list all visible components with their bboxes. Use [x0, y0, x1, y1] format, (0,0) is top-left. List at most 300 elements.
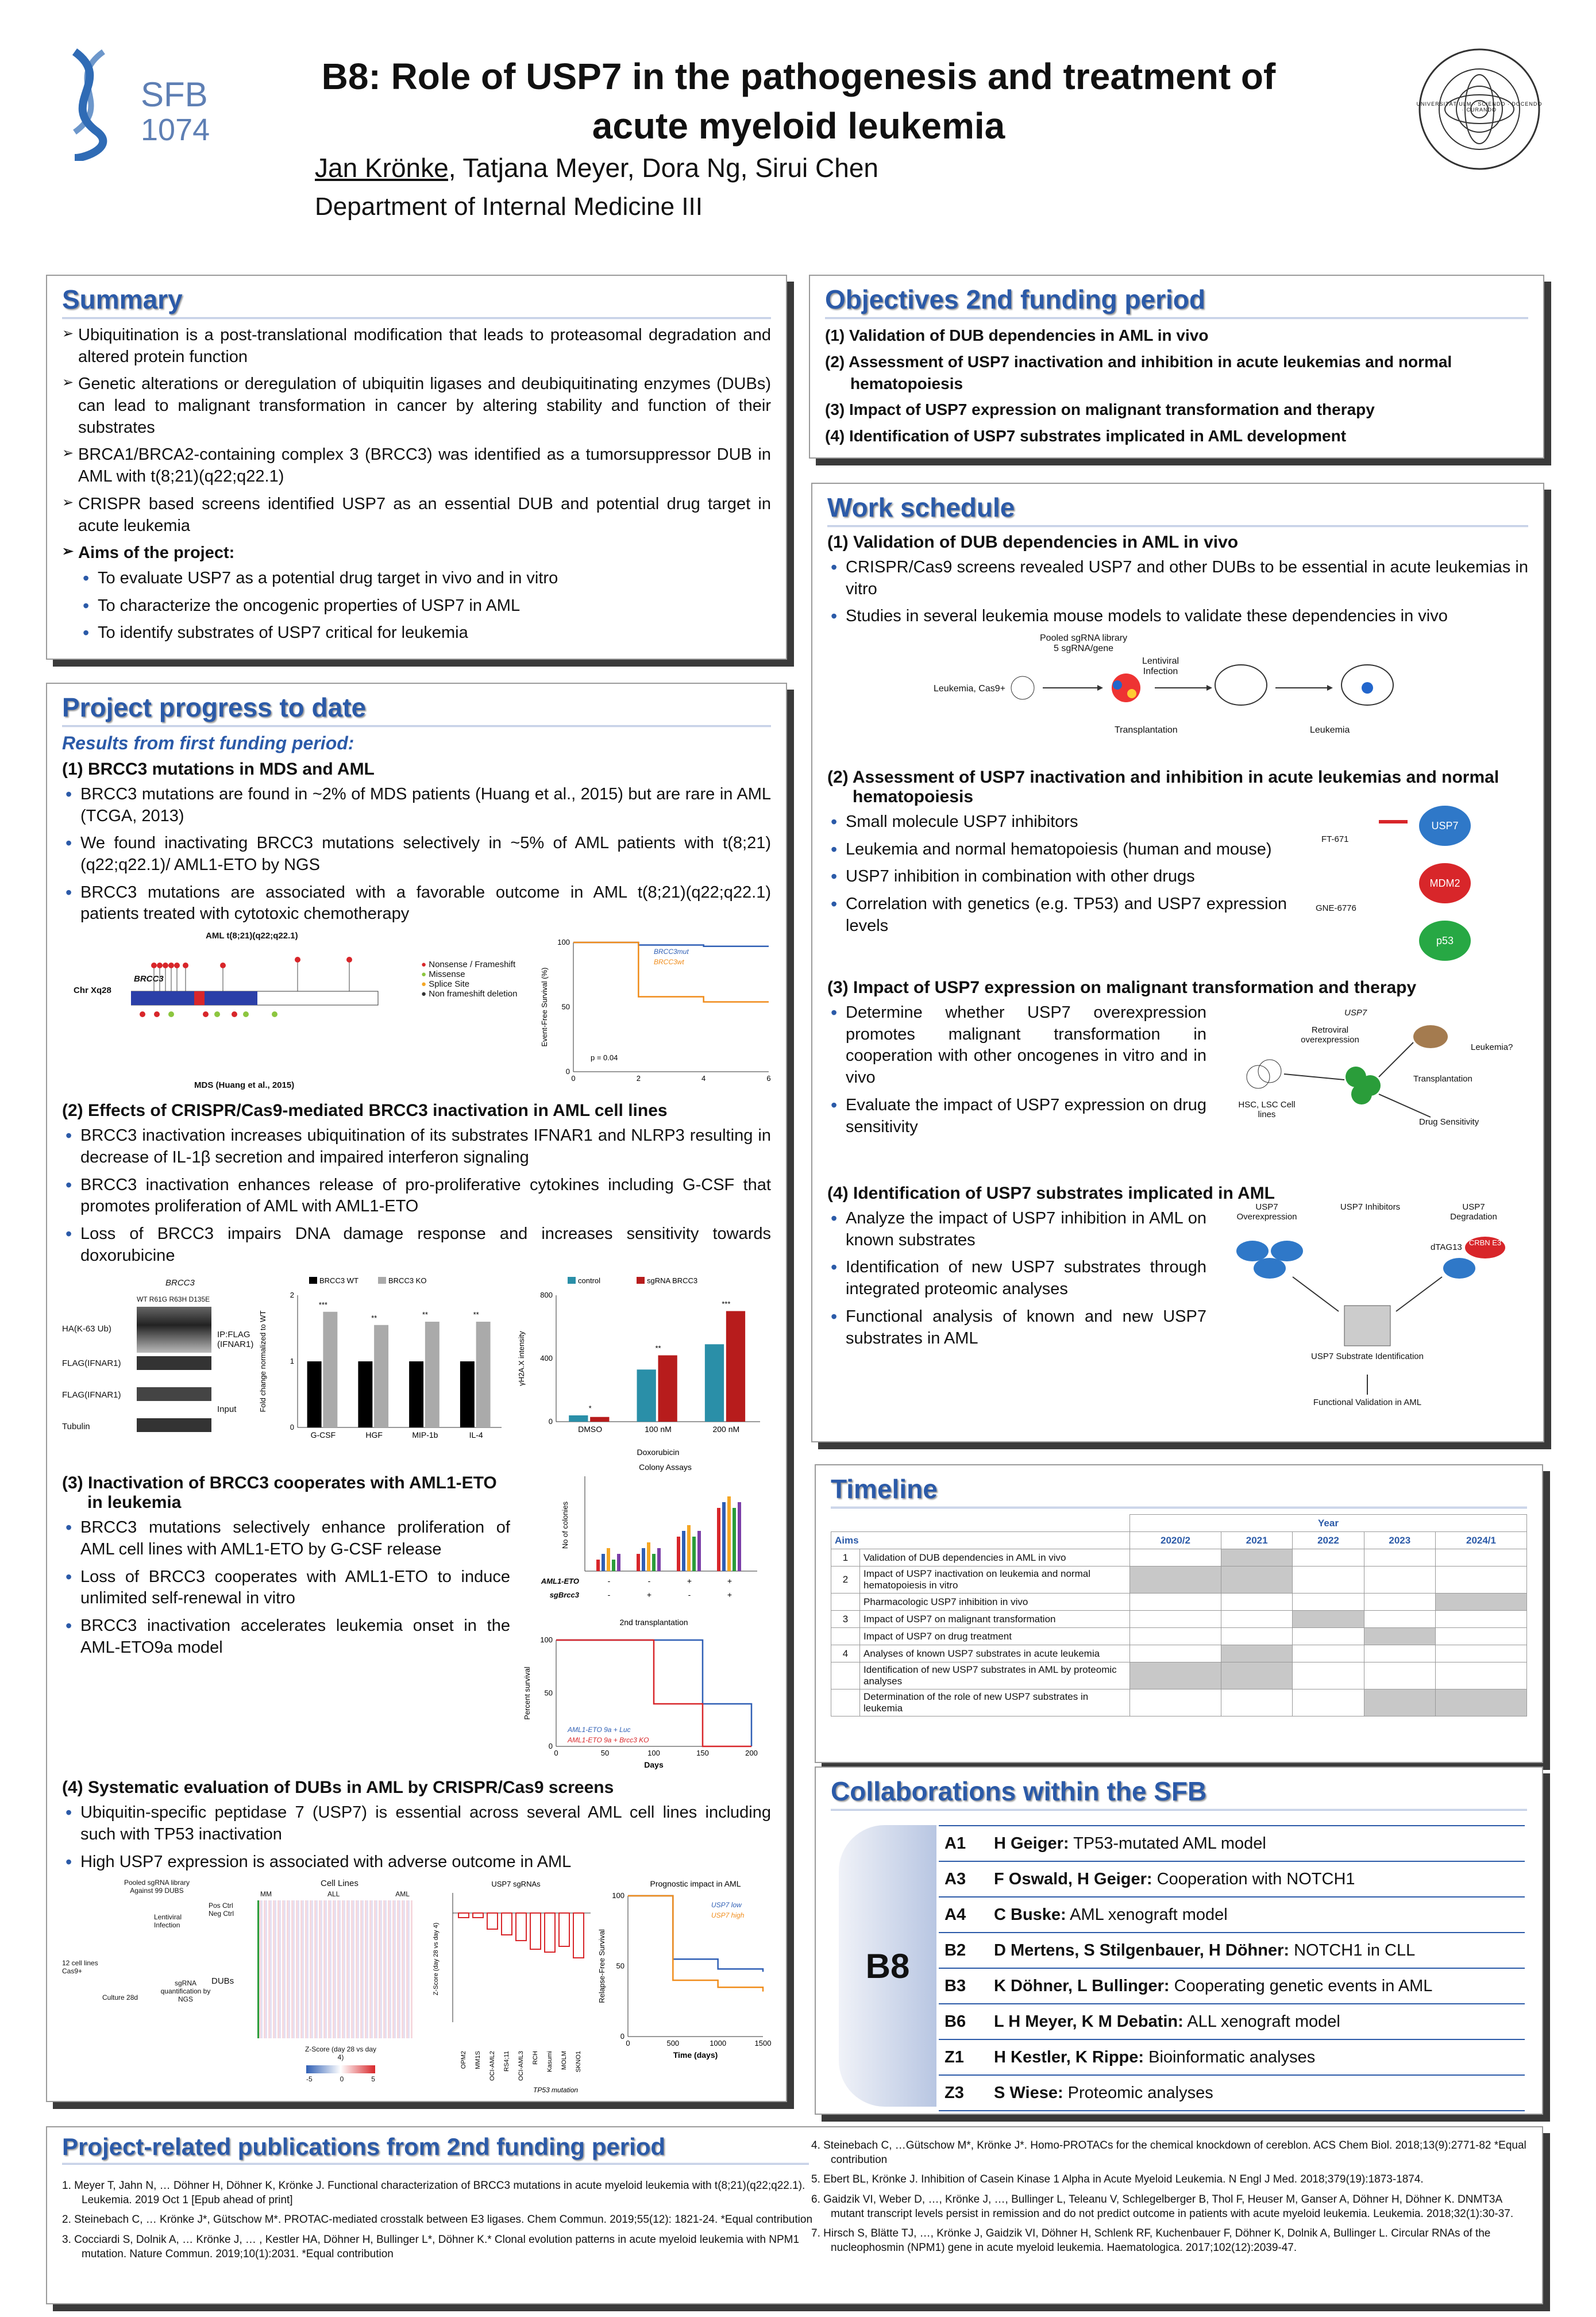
work-item: • CRISPR/Cas9 screens revealed USP7 and other DUBs to be essential in acute leukemias in vitro — [827, 557, 1528, 600]
timeline-cell — [1221, 1662, 1292, 1689]
x-tick-label: 500 — [666, 2039, 680, 2048]
collab-topic: AML xenograft model — [1066, 1905, 1228, 1924]
timeline-cell — [1221, 1549, 1292, 1567]
bar — [425, 1322, 440, 1427]
objective-item: (1) Validation of DUB dependencies in AML in vivo — [825, 326, 1209, 344]
timeline-cell — [1293, 1645, 1364, 1662]
progress-item: • Ubiquitin-specific peptidase 7 (USP7) is essential across several AML cell lines including such with TP53 inactivation — [62, 1802, 771, 1845]
timeline-cell — [1293, 1594, 1364, 1611]
timeline-cell — [1364, 1689, 1435, 1716]
significance-label: * — [588, 1404, 592, 1413]
work-section-3-body — [827, 1002, 1528, 1175]
timeline-cell — [1130, 1594, 1221, 1611]
x-tick-label: DMSO — [578, 1425, 603, 1434]
work-item: • Functional analysis of known and new USP7 substrates in AML — [827, 1306, 1206, 1349]
chart-note: TP53 mutation — [533, 2086, 579, 2095]
collab-code: B2 — [945, 1941, 966, 1960]
y-axis-label: γH2A.X intensity — [517, 1331, 526, 1386]
publication-item: 1. Meyer T, Jahn N, … Döhner H, Döhner K, Krönke J. Functional characterization of BRCC3 mutations in acute myeloid leukemia with t(8;21)(q22;q22.1). Leukemia. 2019 Oct 1 [Epub ahead of print] — [62, 2180, 805, 2206]
work-section-3: (3) Impact of USP7 expression on malignant transformation and therapy — [827, 978, 1417, 998]
progress-item: • BRCC3 mutations are associated with a favorable outcome in AML t(8;21)(q22;q22.1) patients treated with cytotoxic chemotherapy — [62, 882, 771, 925]
bar — [717, 1508, 720, 1571]
x-tick-label: MM1S — [475, 2051, 481, 2070]
event-free-survival-chart — [539, 931, 780, 1098]
timeline-cell — [1435, 1549, 1526, 1567]
row-label: sgBrcc3 — [549, 1591, 579, 1600]
summary-panel — [46, 275, 787, 660]
collab-row — [939, 1969, 1525, 2004]
bar — [530, 1913, 541, 1949]
b8-badge: B8 — [839, 1825, 936, 2107]
bar — [473, 1913, 483, 1918]
x-tick-label: Kasumi — [546, 2051, 553, 2072]
timeline-cell — [1221, 1645, 1292, 1662]
bar — [573, 1913, 584, 1958]
objectives-title: Objectives 2nd funding period — [825, 284, 1205, 314]
pubs-right — [811, 2139, 1529, 2261]
collab-partner: H Geiger: — [994, 1834, 1069, 1853]
work-list-2 — [827, 811, 1287, 937]
bar — [409, 1361, 423, 1427]
bar — [502, 1913, 512, 1935]
mutation-figures: AML t(8;21)(q22;q22.1) Chr Xq28 BRCC3 ● Nonsense / Frameshift ● Missense ● Splice Site ● Non frameshift deletion MDS (Huang et al., 2015) 0 2 4 6 0 50 100 Event-Free Survival (%) BRCC3mut BRCC3wt p = 0.04 — [62, 931, 771, 1098]
collab-partner: S Wiese: — [994, 2083, 1063, 2102]
progress-list-2 — [62, 1125, 771, 1267]
bar — [617, 1554, 620, 1571]
lollipop-legend: ● Nonsense / Frameshift ● Missense ● Splice Site ● Non frameshift deletion — [421, 960, 518, 999]
timeline-cell — [1293, 1567, 1364, 1594]
usp7-node: USP7 — [1419, 806, 1471, 846]
dna-icon — [52, 46, 121, 161]
bar — [658, 1356, 677, 1422]
collab-partner: K Döhner, L Bullinger: — [994, 1976, 1170, 1995]
cytokine-bar-chart — [257, 1272, 510, 1462]
timeline-row — [831, 1628, 1527, 1645]
collab-row — [939, 2004, 1525, 2040]
work-item: • USP7 inhibition in combination with other drugs — [827, 866, 1287, 888]
mdm2-node: MDM2 — [1419, 863, 1471, 903]
summary-list — [62, 325, 771, 564]
objective-item: (2) Assessment of USP7 inactivation and inhibition in acute leukemias and normal hematopoiesis — [825, 352, 1452, 392]
pubs-left — [62, 2179, 815, 2267]
bar — [682, 1531, 685, 1571]
timeline-task: Identification of new USP7 substrates in AML by proteomic analyses — [860, 1662, 1130, 1689]
collab-topic: Proteomic analyses — [1063, 2083, 1213, 2102]
y-tick-label: 0 — [548, 1742, 553, 1751]
bar — [677, 1537, 680, 1571]
work-title: Work schedule — [827, 492, 1015, 522]
x-tick-label: SKNO1 — [575, 2051, 582, 2073]
timeline-cell — [1130, 1567, 1221, 1594]
summary-item: ➢ BRCA1/BRCA2-containing complex 3 (BRCC3) was identified as a tumorsuppressor DUB in AML with t(8;21)(q22;q22.1) — [62, 444, 771, 487]
aims-label: ➢ Aims of the project: — [62, 542, 771, 564]
collab-row — [939, 2076, 1525, 2111]
bar — [323, 1312, 337, 1427]
bar — [637, 1554, 640, 1571]
collab-partner: L H Meyer, K M Debatin: — [994, 2012, 1183, 2031]
timeline-aim-number — [831, 1689, 860, 1716]
collab-code: A3 — [945, 1869, 966, 1888]
row-value: - — [607, 1590, 611, 1600]
progress-panel — [46, 683, 787, 2102]
timeline-task: Impact of USP7 inactivation on leukemia and normal hematopoiesis in vitro — [860, 1567, 1130, 1594]
bar — [476, 1322, 491, 1427]
y-tick-label: 400 — [540, 1354, 553, 1363]
objective-item: (4) Identification of USP7 substrates implicated in AML development — [825, 427, 1347, 445]
y-tick-label: 50 — [616, 1961, 624, 1970]
x-tick-label: 1000 — [710, 2039, 727, 2048]
publication-item: 5. Ebert BL, Krönke J. Inhibition of Casein Kinase 1 Alpha in Acute Myeloid Leukemia. N Engl J Med. 2018;379(19):1873-1874. — [811, 2173, 1424, 2186]
bar — [612, 1560, 615, 1571]
publication-item: 2. Steinebach C, … Krönke J*, Gütschow M*. PROTAC-mediated crosstalk between E3 ligases. Chem Commun. 2019;55(12): 1821-24. *Equal contribution — [62, 2214, 813, 2226]
x-axis-label: Time (days) — [673, 2050, 718, 2060]
authors: Jan Krönke, Tatjana Meyer, Dora Ng, Sirui Chen — [315, 153, 878, 183]
progress-list-1 — [62, 784, 771, 925]
timeline-task: Determination of the role of new USP7 substrates in leukemia — [860, 1689, 1130, 1716]
y-tick-label: 0 — [565, 1067, 570, 1076]
timeline-task: Validation of DUB dependencies in AML in vivo — [860, 1549, 1130, 1567]
logo-text: SFB — [141, 75, 208, 114]
y-tick-label: 50 — [544, 1688, 553, 1698]
work-section-1: (1) Validation of DUB dependencies in AML in vivo — [827, 533, 1239, 552]
y-axis-label: Fold change normalized to WT — [259, 1310, 267, 1412]
x-axis-label: Doxorubicin — [637, 1448, 680, 1457]
collab-partner: H Kestler, K Rippe: — [994, 2047, 1144, 2066]
chart-title: 2nd transplantation — [619, 1618, 688, 1627]
p53-node: p53 — [1419, 921, 1471, 961]
timeline-cell — [1130, 1628, 1221, 1645]
timeline-cell — [1435, 1689, 1526, 1716]
y-tick-label: 100 — [612, 1891, 624, 1900]
screen-schematic-icon — [1000, 662, 1413, 725]
timeline-cell — [1221, 1628, 1292, 1645]
summary-title: Summary — [62, 284, 183, 314]
timeline-cell — [1435, 1628, 1526, 1645]
work-list-3 — [827, 1002, 1206, 1138]
bar — [590, 1417, 609, 1422]
timeline-cell — [1435, 1645, 1526, 1662]
western-blot — [137, 1307, 211, 1445]
sfb-logo — [52, 46, 241, 161]
timeline-aim-number — [831, 1628, 860, 1645]
aim-item: • To evaluate USP7 as a potential drug target in vivo and in vitro — [62, 568, 771, 590]
significance-label: ** — [473, 1310, 479, 1319]
aim-item: • To characterize the oncogenic properties of USP7 in AML — [62, 595, 771, 617]
bar — [602, 1554, 605, 1571]
collab-topic: TP53-mutated AML model — [1069, 1834, 1266, 1853]
row-value: + — [646, 1590, 652, 1600]
publications-panel — [46, 2126, 1543, 2304]
timeline-row — [831, 1567, 1527, 1594]
usp7-sgrna-chart — [430, 1879, 596, 2097]
progress-section-2: (2) Effects of CRISPR/Cas9-mediated BRCC3 inactivation in AML cell lines — [62, 1101, 668, 1121]
timeline-aim-number: 4 — [831, 1645, 860, 1662]
timeline-row — [831, 1689, 1527, 1716]
objective-item: (3) Impact of USP7 expression on malignant transformation and therapy — [825, 401, 1375, 419]
progress-item: • BRCC3 inactivation accelerates leukemia onset in the AML-ETO9a model — [62, 1615, 510, 1658]
timeline-task: Analyses of known USP7 substrates in acute leukemia — [860, 1645, 1130, 1662]
bar — [738, 1502, 741, 1571]
x-tick-label: 200 nM — [712, 1425, 740, 1434]
chart-title: Prognostic impact in AML — [650, 1879, 741, 1889]
row-value: + — [727, 1590, 733, 1600]
university-seal: UNIVERSITÄT ULM · SCIENDO · DOCENDO · CURANDO — [1416, 46, 1543, 172]
department: Department of Internal Medicine III — [315, 193, 703, 221]
x-tick-label: 2 — [636, 1074, 641, 1083]
x-tick-label: 100 nM — [645, 1425, 672, 1434]
bar — [726, 1311, 745, 1422]
timeline-cell — [1364, 1611, 1435, 1628]
work-item: • Determine whether USP7 overexpression promotes malignant transformation in cooperation with other oncogenes in vitro and in vivo — [827, 1002, 1206, 1089]
timeline-cell — [1435, 1594, 1526, 1611]
x-tick-label: 50 — [600, 1749, 610, 1758]
transplant-survival-chart — [522, 1617, 763, 1772]
timeline-cell — [1293, 1611, 1364, 1628]
timeline-cell — [1435, 1662, 1526, 1689]
progress-item: • BRCC3 mutations are found in ~2% of MDS patients (Huang et al., 2015) but are rare in AML (TCGA, 2013) — [62, 784, 771, 827]
timeline-aim-number — [831, 1662, 860, 1689]
timeline-task: Impact of USP7 on drug treatment — [860, 1628, 1130, 1645]
lollipop-plot — [131, 942, 401, 1057]
timeline-cell — [1221, 1689, 1292, 1716]
bar — [637, 1370, 656, 1422]
timeline-row — [831, 1662, 1527, 1689]
legend-swatch — [637, 1277, 645, 1284]
collab-topic: ALL xenograft model — [1183, 2012, 1340, 2031]
timeline-cell — [1364, 1549, 1435, 1567]
timeline-header-cell: 2023 — [1364, 1532, 1435, 1549]
collab-code: Z3 — [945, 2083, 964, 2102]
legend-label: BRCC3 WT — [319, 1276, 358, 1285]
x-tick-label: G-CSF — [310, 1430, 336, 1440]
bar — [487, 1913, 498, 1929]
bar — [657, 1548, 661, 1571]
timeline-cell — [1221, 1611, 1292, 1628]
series-label: AML1-ETO 9a + Brcc3 KO — [568, 1736, 649, 1745]
series-label: USP7 low — [711, 1901, 742, 1910]
timeline-cell — [1221, 1594, 1292, 1611]
work-item: • Correlation with genetics (e.g. TP53) and USP7 expression levels — [827, 894, 1287, 937]
work-list-4 — [827, 1208, 1206, 1349]
timeline-table: Year Aims 2020/2 2021 2022 2023 2024/1 1 Validation of DUB dependencies in AML in vivo 2 Impact of USP7 inactivation on leukemia and normal hematopoiesis in vitro Pharmacologic USP7 inhibition in vivo 3 Impact of USP7 on malignant transformation Impact of USP7 on drug treatment 4 Analyses of known USP7 substrates in acute leukemia Identification of new USP7 substrates in AML by proteomic analyses Determination of the role of new USP7 substrates in leukemia — [831, 1514, 1527, 1716]
timeline-cell — [1130, 1689, 1221, 1716]
collab-topic: Cooperation with NOTCH1 — [1152, 1869, 1355, 1888]
usp7-pathway-figure: FT-671 GNE-6776 USP7 MDM2 p53 — [1304, 788, 1511, 972]
timeline-cell — [1130, 1611, 1221, 1628]
timeline-panel — [815, 1464, 1543, 1763]
progress-section-3-block — [62, 1462, 771, 1772]
timeline-task: Pharmacologic USP7 inhibition in vivo — [860, 1594, 1130, 1611]
colony-assay-chart — [522, 1462, 763, 1617]
collab-list — [939, 1825, 1525, 2111]
progress-item: • BRCC3 inactivation increases ubiquitination of its substrates IFNAR1 and NLRP3 resulting in decrease of IL-1β secretion and impaired interferon signaling — [62, 1125, 771, 1168]
aim-item: • To identify substrates of USP7 critical for leukemia — [62, 622, 771, 644]
collab-partner: C Buske: — [994, 1905, 1066, 1924]
summary-item: ➢ Genetic alterations or deregulation of ubiquitin ligases and deubiquitinating enzymes (DUBs) can lead to malignant transformation in cancer by altering stability and function of their substrates — [62, 374, 771, 438]
timeline-cell — [1293, 1628, 1364, 1645]
chart-title: Colony Assays — [639, 1462, 692, 1472]
work-section-4-body — [827, 1202, 1528, 1438]
significance-label: *** — [722, 1299, 731, 1308]
x-tick-label: MIP-1b — [412, 1430, 438, 1440]
timeline-cell — [1364, 1594, 1435, 1611]
significance-label: ** — [371, 1314, 377, 1322]
legend-swatch — [309, 1277, 317, 1284]
legend-swatch — [568, 1277, 576, 1284]
collab-topic: Bioinformatic analyses — [1144, 2047, 1316, 2066]
x-tick-label: 150 — [696, 1749, 709, 1758]
timeline-row — [831, 1594, 1527, 1611]
y-axis-label: Z-Score (day 28 vs day 4) — [433, 1923, 440, 1996]
series-label: AML1-ETO 9a + Luc — [568, 1726, 631, 1734]
bar — [596, 1560, 600, 1571]
chart-title: USP7 sgRNAs — [491, 1880, 541, 1889]
work-item: • Leukemia and normal hematopoiesis (human and mouse) — [827, 839, 1287, 861]
bar — [559, 1913, 569, 1946]
y-tick-label: 1 — [290, 1357, 294, 1366]
bar — [727, 1496, 731, 1571]
timeline-header-cell: 2024/1 — [1435, 1532, 1526, 1549]
bar — [374, 1325, 388, 1427]
timeline-row — [831, 1549, 1527, 1567]
work-item: • Identification of new USP7 substrates through integrated proteomic analyses — [827, 1257, 1206, 1300]
bar — [697, 1531, 701, 1571]
x-tick-label: 0 — [571, 1074, 576, 1083]
substrate-figure: USP7 Overexpression USP7 Inhibitors USP7 Degradation dTAG13 CRBN E3 USP7 Substrate Identification Functional Validation in AML — [1224, 1202, 1534, 1432]
progress-section-1: (1) BRCC3 mutations in MDS and AML — [62, 760, 375, 779]
x-tick-label: 4 — [701, 1074, 706, 1083]
y-tick-label: 50 — [561, 1002, 570, 1011]
collab-title: Collaborations within the SFB — [831, 1776, 1207, 1806]
pubs-title: Project-related publications from 2nd funding period — [62, 2133, 666, 2160]
timeline-cell — [1364, 1567, 1435, 1594]
timeline-aim-number: 3 — [831, 1611, 860, 1628]
row-value: - — [688, 1590, 691, 1600]
dub-screen-figures: Pooled sgRNA library Against 99 DUBS Lentiviral Infection 12 cell lines Cas9+ Culture 28d sgRNA quantification by NGS DUBs Pos Ctrl Neg Ctrl Cell Lines MM ALL AML Z-Score (day 28 vs day 4) -5 0 5 USP7 sgRNAs Z-Score (day 28 vs day 4) OPM2 MM1S OCI-AML2 RS4;11 OCI-AML3 RCH Kasumi MOLM SKNO1 TP53 mutation 0 500 1000 1500 0 50 100 Prognostic impact in AML Time (days) Relapse-Free Survival USP7 low USP7 high — [62, 1879, 771, 2097]
series-line — [628, 1896, 763, 1972]
work-section-2: (2) Assessment of USP7 inactivation and inhibition in acute leukemias and normal hematopoiesis — [827, 768, 1499, 807]
progress-section-3: (3) Inactivation of BRCC3 cooperates with AML1-ETO in leukemia — [62, 1473, 497, 1512]
y-tick-label: 100 — [540, 1635, 553, 1645]
y-axis-label: Percent survival — [523, 1666, 531, 1720]
collab-row — [939, 1826, 1525, 1862]
series-line — [628, 1896, 763, 1992]
collab-topic: Cooperating genetic events in AML — [1169, 1976, 1433, 1995]
legend-label: BRCC3 KO — [388, 1276, 427, 1285]
bar — [607, 1548, 610, 1571]
collab-row — [939, 1933, 1525, 1969]
bar — [569, 1415, 588, 1422]
aims-list — [62, 568, 771, 644]
bar — [722, 1502, 726, 1571]
timeline-header-cell: 2021 — [1221, 1532, 1292, 1549]
x-tick-label: HGF — [365, 1430, 383, 1440]
y-axis-label: Relapse-Free Survival — [597, 1929, 606, 2004]
objectives-panel — [809, 275, 1544, 459]
bar — [545, 1913, 555, 1952]
timeline-cell — [1293, 1549, 1364, 1567]
x-tick-label: 100 — [647, 1749, 660, 1758]
progress-subtitle: Results from first funding period: — [62, 733, 354, 753]
row-value: - — [607, 1576, 611, 1586]
poster-title: B8: Role of USP7 in the pathogenesis and treatment of acute myeloid leukemia — [321, 56, 1276, 147]
y-tick-label: 100 — [557, 938, 570, 947]
significance-label: *** — [318, 1300, 327, 1309]
work-list-1 — [827, 557, 1528, 628]
timeline-cell — [1130, 1645, 1221, 1662]
timeline-cell — [1364, 1662, 1435, 1689]
x-tick-label: IL-4 — [469, 1430, 483, 1440]
x-tick-label: OCI-AML3 — [518, 2051, 525, 2081]
progress-item: • High USP7 expression is associated with adverse outcome in AML — [62, 1852, 771, 1873]
legend-label: sgRNA BRCC3 — [647, 1276, 698, 1285]
work-item: • Analyze the impact of USP7 inhibition in AML on known substrates — [827, 1208, 1206, 1251]
bar — [642, 1548, 645, 1571]
logo-number: 1074 — [141, 113, 210, 147]
collab-code: Z1 — [945, 2047, 964, 2066]
summary-item: ➢ CRISPR based screens identified USP7 as an essential DUB and potential drug target in acute leukemia — [62, 494, 771, 537]
timeline-row — [831, 1611, 1527, 1628]
row-value: + — [727, 1576, 733, 1586]
progress-item: • BRCC3 inactivation enhances release of pro-proliferative cytokines including G-CSF that promotes proliferation of AML with AML1-ETO — [62, 1175, 771, 1218]
publication-item: 7. Hirsch S, Blätte TJ, …, Krönke J, Gaidzik VI, Döhner H, Schlenk RF, Kuchenbauer F, Döhner K, Dolnik A, Bullinger L. Circular RNAs of the nucleophosmin (NPM1) gene in acute myeloid leukemia. Haematologica. 2017;102(12):2039-47. — [811, 2227, 1491, 2254]
work-schedule-panel — [811, 483, 1544, 1442]
screen-figure: Pooled sgRNA library 5 sgRNA/gene Leukemia, Cas9+ Lentiviral Infection Transplantation Leukemia — [827, 633, 1528, 760]
x-tick-label: 6 — [766, 1074, 771, 1083]
timeline-cell — [1435, 1567, 1526, 1594]
bar — [647, 1542, 650, 1571]
collab-code: B6 — [945, 2012, 966, 2031]
y-axis-label: No of colonies — [561, 1502, 569, 1549]
collab-code: B3 — [945, 1976, 966, 1995]
bar — [733, 1508, 736, 1571]
chart-annotation: p = 0.04 — [591, 1053, 618, 1063]
y-tick-label: 800 — [540, 1291, 553, 1300]
work-item: • Studies in several leukemia mouse models to validate these dependencies in vivo — [827, 606, 1528, 628]
summary-item: ➢ Ubiquitination is a post-translational modification that leads to proteasomal degradation and altered protein function — [62, 325, 771, 368]
work-section-4: (4) Identification of USP7 substrates implicated in AML — [827, 1184, 1275, 1203]
row-label: AML1-ETO — [541, 1577, 579, 1586]
bar — [705, 1345, 724, 1422]
series-label: USP7 high — [711, 1911, 745, 1920]
timeline-cell — [1293, 1662, 1364, 1689]
brcc3-figures: BRCC3 WT R61G R63H D135E HA(K-63 Ub) FLAG(IFNAR1) FLAG(IFNAR1) Tubulin IP:FLAG (IFNAR1) Input 0 1 2 BRCC3 WT BRCC3 KO G-CSF *** HGF ** MIP-1b ** IL-4 ** Fold change normalized to WT 0 400 800 control sgRNA BRCC3 DMSO * 100 nM ** 200 nM *** γH2A.X intensity Doxorubicin — [62, 1272, 771, 1462]
progress-item: • BRCC3 mutations selectively enhance proliferation of AML cell lines with AML1-ETO by G-CSF release — [62, 1517, 510, 1560]
bar — [307, 1361, 322, 1427]
x-axis-label: Days — [644, 1760, 664, 1770]
progress-title: Project progress to date — [62, 692, 367, 722]
progress-section-4: (4) Systematic evaluation of DUBs in AML by CRISPR/Cas9 screens — [62, 1778, 614, 1798]
bar — [692, 1537, 696, 1571]
timeline-header-cell: 2022 — [1293, 1532, 1364, 1549]
h2ax-bar-chart — [516, 1272, 769, 1462]
x-tick-label: 200 — [745, 1749, 758, 1758]
timeline-aim-number — [831, 1594, 860, 1611]
row-value: - — [647, 1576, 651, 1586]
bar — [687, 1525, 691, 1571]
publication-item: 6. Gaidzik VI, Weber D, …, Krönke J, …, Bullinger L, Teleanu V, Schlegelberger B, Thol F, Heuser M, Ganser A, Döhner H, Döhner K. DNMT3A mutant transcript levels persist in remission and do not predict outcome in patients with acute myeloid leukemia. Leukemia. 2018;32(1):30-37. — [811, 2193, 1514, 2220]
collab-row — [939, 1862, 1525, 1898]
timeline-row — [831, 1645, 1527, 1662]
publication-item: 3. Cocciardi S, Dolnik A, … Krönke J, … , Kestler HA, Döhner H, Bullinger L*, Döhner K.* Clonal evolution patterns in acute myeloid leukemia with NPM1 mutation. Nature Commun. 2019;10(1):2031. *Equal contribution — [62, 2234, 800, 2260]
progress-list-3 — [62, 1517, 510, 1658]
x-tick-label: MOLM — [561, 2051, 568, 2070]
publication-item: 4. Steinebach C, …Gütschow M*, Krönke J*. Homo-PROTACs for the chemical knockdown of cereblon. ACS Chem Biol. 2018;13(9):2771-82 *Equal contribution — [811, 2139, 1526, 2166]
work-item: • Small molecule USP7 inhibitors — [827, 811, 1287, 833]
timeline-aim-number: 1 — [831, 1549, 860, 1567]
x-tick-label: RS4;11 — [503, 2051, 510, 2072]
y-tick-label: 0 — [620, 2032, 624, 2041]
